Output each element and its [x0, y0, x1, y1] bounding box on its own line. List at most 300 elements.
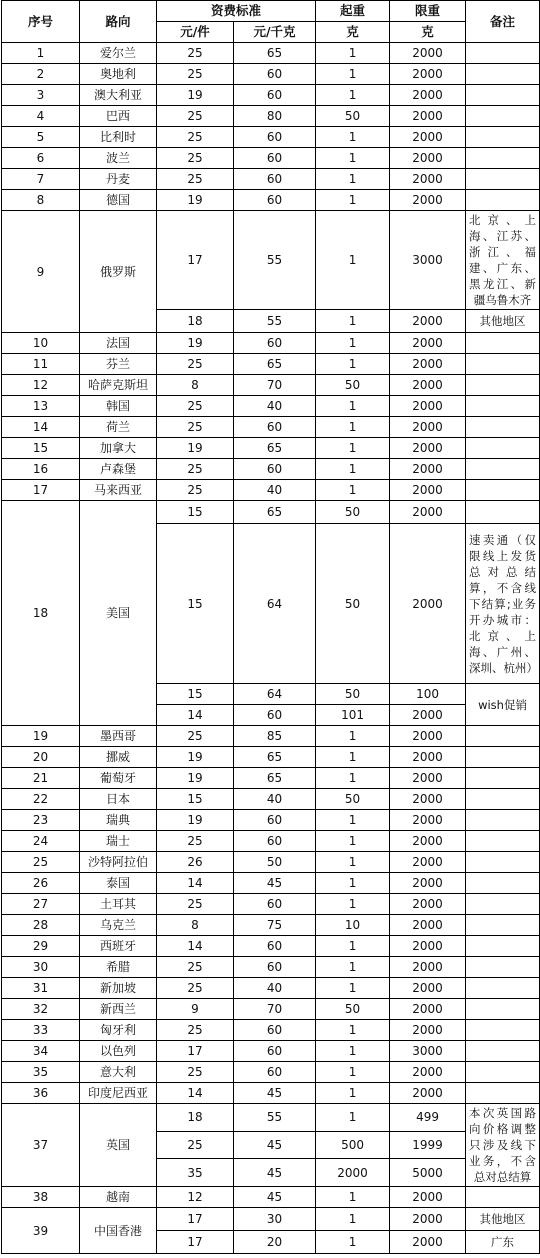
cell-remark: 本次英国路向价格调整只涉及线下业务，不含总对总结算: [466, 1104, 540, 1187]
cell-remark: [466, 894, 540, 915]
cell-min-weight: 1: [316, 1187, 390, 1208]
cell-remark: [466, 978, 540, 999]
cell-remark: [466, 768, 540, 789]
cell-remark: [466, 501, 540, 524]
cell-min-weight: 1: [316, 1231, 390, 1254]
cell-fee-per-item: 19: [157, 190, 234, 211]
table-row: [2, 1208, 540, 1231]
table-row: [2, 438, 540, 459]
cell-min-weight: 50: [316, 789, 390, 810]
cell-remark: [466, 127, 540, 148]
cell-route: 波兰: [80, 148, 157, 169]
cell-route: 沙特阿拉伯: [80, 852, 157, 873]
cell-no: 6: [2, 148, 80, 169]
cell-min-weight: 1: [316, 957, 390, 978]
table-row: [2, 127, 540, 148]
cell-max-weight: 2000: [390, 354, 466, 375]
cell-remark: [466, 999, 540, 1020]
cell-remark: [466, 726, 540, 747]
cell-max-weight: 2000: [390, 310, 466, 333]
cell-no: 29: [2, 936, 80, 957]
cell-min-weight: 1: [316, 1062, 390, 1083]
cell-max-weight: 2000: [390, 501, 466, 524]
table-row: [2, 894, 540, 915]
cell-fee-per-item: 25: [157, 459, 234, 480]
cell-max-weight: 2000: [390, 768, 466, 789]
cell-fee-per-item: 35: [157, 1159, 234, 1187]
cell-min-weight: 1: [316, 978, 390, 999]
cell-fee-per-item: 25: [157, 417, 234, 438]
cell-no: 35: [2, 1062, 80, 1083]
cell-fee-per-kg: 60: [234, 810, 316, 831]
cell-remark: [466, 789, 540, 810]
cell-remark: [466, 1020, 540, 1041]
cell-remark: [466, 936, 540, 957]
cell-fee-per-item: 19: [157, 810, 234, 831]
cell-route: 澳大利亚: [80, 85, 157, 106]
cell-no: 24: [2, 831, 80, 852]
cell-no: 26: [2, 873, 80, 894]
cell-min-weight: 1: [316, 64, 390, 85]
cell-min-weight: 50: [316, 524, 390, 684]
cell-no: 14: [2, 417, 80, 438]
rate-table: [1, 0, 540, 1254]
cell-fee-per-item: 25: [157, 1062, 234, 1083]
cell-remark: 北京、上海、江苏、浙江、福建、广东、黑龙江、新疆乌鲁木齐: [466, 211, 540, 310]
cell-route: 希腊: [80, 957, 157, 978]
cell-min-weight: 1: [316, 354, 390, 375]
cell-route: 瑞典: [80, 810, 157, 831]
header-route: 路向: [80, 1, 157, 43]
cell-max-weight: 2000: [390, 459, 466, 480]
cell-fee-per-kg: 70: [234, 999, 316, 1020]
cell-fee-per-item: 25: [157, 978, 234, 999]
cell-fee-per-item: 19: [157, 333, 234, 354]
cell-route: 爱尔兰: [80, 43, 157, 64]
cell-fee-per-kg: 55: [234, 310, 316, 333]
cell-fee-per-kg: 60: [234, 190, 316, 211]
table-row: [2, 1020, 540, 1041]
table-row: [2, 43, 540, 64]
cell-remark: [466, 1062, 540, 1083]
cell-remark: [466, 831, 540, 852]
cell-no: 5: [2, 127, 80, 148]
cell-route: 荷兰: [80, 417, 157, 438]
cell-fee-per-kg: 40: [234, 789, 316, 810]
cell-fee-per-item: 25: [157, 127, 234, 148]
cell-fee-per-item: 14: [157, 936, 234, 957]
cell-fee-per-item: 25: [157, 43, 234, 64]
cell-fee-per-kg: 60: [234, 957, 316, 978]
cell-max-weight: 2000: [390, 64, 466, 85]
cell-max-weight: 2000: [390, 106, 466, 127]
cell-min-weight: 1: [316, 396, 390, 417]
header-min-weight-unit: 克: [316, 22, 390, 43]
cell-fee-per-kg: 65: [234, 438, 316, 459]
cell-fee-per-item: 25: [157, 480, 234, 501]
cell-no: 39: [2, 1208, 80, 1254]
cell-fee-per-kg: 60: [234, 831, 316, 852]
cell-remark: [466, 1187, 540, 1208]
cell-max-weight: 3000: [390, 1041, 466, 1062]
cell-route: 俄罗斯: [80, 211, 157, 333]
cell-max-weight: 2000: [390, 978, 466, 999]
cell-remark: [466, 354, 540, 375]
cell-fee-per-item: 25: [157, 106, 234, 127]
table-row: [2, 459, 540, 480]
cell-remark: wish促销: [466, 684, 540, 726]
cell-fee-per-item: 26: [157, 852, 234, 873]
cell-min-weight: 1: [316, 43, 390, 64]
cell-min-weight: 1: [316, 85, 390, 106]
table-row: [2, 873, 540, 894]
cell-min-weight: 1: [316, 768, 390, 789]
cell-max-weight: 2000: [390, 524, 466, 684]
cell-min-weight: 1: [316, 852, 390, 873]
cell-no: 13: [2, 396, 80, 417]
cell-fee-per-item: 14: [157, 705, 234, 726]
cell-fee-per-item: 25: [157, 64, 234, 85]
cell-fee-per-item: 25: [157, 1020, 234, 1041]
cell-fee-per-kg: 40: [234, 480, 316, 501]
cell-fee-per-item: 25: [157, 1131, 234, 1159]
cell-min-weight: 1: [316, 127, 390, 148]
cell-no: 27: [2, 894, 80, 915]
cell-fee-per-kg: 45: [234, 1131, 316, 1159]
cell-fee-per-item: 9: [157, 999, 234, 1020]
cell-min-weight: 2000: [316, 1159, 390, 1187]
cell-max-weight: 2000: [390, 1187, 466, 1208]
cell-fee-per-kg: 60: [234, 894, 316, 915]
cell-fee-per-kg: 85: [234, 726, 316, 747]
cell-no: 10: [2, 333, 80, 354]
table-row: [2, 957, 540, 978]
cell-min-weight: 1: [316, 1208, 390, 1231]
cell-route: 法国: [80, 333, 157, 354]
cell-no: 31: [2, 978, 80, 999]
header-min-weight: 起重: [316, 1, 390, 22]
cell-no: 25: [2, 852, 80, 873]
cell-max-weight: 2000: [390, 1231, 466, 1254]
cell-fee-per-kg: 45: [234, 1159, 316, 1187]
cell-remark: [466, 148, 540, 169]
table-row: [2, 106, 540, 127]
cell-remark: 速卖通（仅限线上发货总对总结算，不含线下结算;业务开办城市：北京、上海、广州、深圳、杭州）: [466, 524, 540, 684]
cell-max-weight: 2000: [390, 705, 466, 726]
cell-fee-per-item: 25: [157, 726, 234, 747]
header-fee: 资费标准: [157, 1, 316, 22]
cell-route: 泰国: [80, 873, 157, 894]
cell-no: 15: [2, 438, 80, 459]
cell-remark: [466, 873, 540, 894]
table-row: [2, 354, 540, 375]
cell-remark: [466, 190, 540, 211]
cell-min-weight: 500: [316, 1131, 390, 1159]
cell-fee-per-kg: 40: [234, 978, 316, 999]
table-row: [2, 501, 540, 524]
cell-route: 葡萄牙: [80, 768, 157, 789]
cell-no: 16: [2, 459, 80, 480]
cell-remark: [466, 417, 540, 438]
cell-remark: [466, 106, 540, 127]
cell-min-weight: 1: [316, 726, 390, 747]
cell-remark: [466, 1083, 540, 1104]
header-max-weight-unit: 克: [390, 22, 466, 43]
cell-fee-per-kg: 60: [234, 1041, 316, 1062]
cell-route: 以色列: [80, 1041, 157, 1062]
cell-route: 新西兰: [80, 999, 157, 1020]
cell-max-weight: 2000: [390, 810, 466, 831]
table-row: [2, 1083, 540, 1104]
table-row: [2, 915, 540, 936]
cell-no: 17: [2, 480, 80, 501]
header-fee-per-kg: 元/千克: [234, 22, 316, 43]
cell-fee-per-item: 17: [157, 1231, 234, 1254]
cell-no: 21: [2, 768, 80, 789]
table-row: [2, 726, 540, 747]
cell-fee-per-kg: 50: [234, 852, 316, 873]
cell-no: 32: [2, 999, 80, 1020]
table-row: [2, 169, 540, 190]
cell-no: 18: [2, 501, 80, 726]
cell-max-weight: 2000: [390, 169, 466, 190]
cell-route: 中国香港: [80, 1208, 157, 1254]
cell-max-weight: 5000: [390, 1159, 466, 1187]
cell-fee-per-kg: 55: [234, 1104, 316, 1132]
cell-min-weight: 50: [316, 106, 390, 127]
cell-remark: [466, 915, 540, 936]
cell-max-weight: 2000: [390, 190, 466, 211]
cell-no: 30: [2, 957, 80, 978]
cell-route: 芬兰: [80, 354, 157, 375]
cell-max-weight: 2000: [390, 936, 466, 957]
cell-max-weight: 2000: [390, 1062, 466, 1083]
cell-fee-per-item: 17: [157, 1041, 234, 1062]
cell-no: 3: [2, 85, 80, 106]
cell-route: 韩国: [80, 396, 157, 417]
cell-fee-per-item: 19: [157, 85, 234, 106]
cell-min-weight: 1: [316, 459, 390, 480]
cell-fee-per-item: 19: [157, 438, 234, 459]
cell-fee-per-kg: 75: [234, 915, 316, 936]
table-row: [2, 375, 540, 396]
cell-remark: [466, 957, 540, 978]
cell-min-weight: 10: [316, 915, 390, 936]
cell-route: 加拿大: [80, 438, 157, 459]
cell-no: 23: [2, 810, 80, 831]
cell-max-weight: 2000: [390, 417, 466, 438]
cell-min-weight: 1: [316, 190, 390, 211]
cell-min-weight: 50: [316, 375, 390, 396]
cell-max-weight: 2000: [390, 1208, 466, 1231]
cell-max-weight: 1999: [390, 1131, 466, 1159]
cell-min-weight: 50: [316, 501, 390, 524]
cell-no: 19: [2, 726, 80, 747]
cell-max-weight: 2000: [390, 127, 466, 148]
table-row: [2, 978, 540, 999]
cell-fee-per-item: 25: [157, 831, 234, 852]
cell-max-weight: 2000: [390, 396, 466, 417]
cell-fee-per-kg: 45: [234, 873, 316, 894]
cell-max-weight: 2000: [390, 438, 466, 459]
cell-min-weight: 1: [316, 211, 390, 310]
cell-route: 日本: [80, 789, 157, 810]
cell-fee-per-kg: 30: [234, 1208, 316, 1231]
cell-fee-per-kg: 45: [234, 1187, 316, 1208]
cell-min-weight: 1: [316, 438, 390, 459]
cell-no: 7: [2, 169, 80, 190]
cell-fee-per-kg: 70: [234, 375, 316, 396]
cell-route: 挪威: [80, 747, 157, 768]
table-row: [2, 190, 540, 211]
cell-fee-per-item: 25: [157, 957, 234, 978]
cell-max-weight: 2000: [390, 726, 466, 747]
cell-remark: [466, 64, 540, 85]
cell-min-weight: 101: [316, 705, 390, 726]
table-row: [2, 396, 540, 417]
cell-no: 4: [2, 106, 80, 127]
cell-fee-per-kg: 20: [234, 1231, 316, 1254]
cell-fee-per-kg: 45: [234, 1083, 316, 1104]
cell-min-weight: 1: [316, 1083, 390, 1104]
cell-fee-per-kg: 40: [234, 396, 316, 417]
cell-fee-per-kg: 60: [234, 417, 316, 438]
cell-max-weight: 2000: [390, 894, 466, 915]
cell-no: 33: [2, 1020, 80, 1041]
cell-max-weight: 2000: [390, 480, 466, 501]
cell-fee-per-kg: 65: [234, 747, 316, 768]
cell-fee-per-kg: 60: [234, 127, 316, 148]
cell-remark: 其他地区: [466, 1208, 540, 1231]
cell-fee-per-item: 19: [157, 768, 234, 789]
cell-route: 马来西亚: [80, 480, 157, 501]
cell-max-weight: 2000: [390, 375, 466, 396]
cell-route: 德国: [80, 190, 157, 211]
cell-max-weight: 100: [390, 684, 466, 705]
table-row: [2, 810, 540, 831]
cell-no: 20: [2, 747, 80, 768]
cell-no: 11: [2, 354, 80, 375]
cell-fee-per-kg: 60: [234, 64, 316, 85]
cell-route: 美国: [80, 501, 157, 726]
cell-min-weight: 50: [316, 684, 390, 705]
table-row: [2, 333, 540, 354]
table-row: [2, 1062, 540, 1083]
table-row: [2, 831, 540, 852]
cell-max-weight: 2000: [390, 747, 466, 768]
cell-route: 新加坡: [80, 978, 157, 999]
cell-max-weight: 2000: [390, 1083, 466, 1104]
cell-fee-per-kg: 60: [234, 936, 316, 957]
cell-route: 英国: [80, 1104, 157, 1187]
cell-route: 比利时: [80, 127, 157, 148]
cell-no: 28: [2, 915, 80, 936]
cell-fee-per-item: 19: [157, 747, 234, 768]
header-max-weight: 限重: [390, 1, 466, 22]
cell-fee-per-item: 17: [157, 211, 234, 310]
cell-min-weight: 1: [316, 417, 390, 438]
cell-route: 巴西: [80, 106, 157, 127]
cell-route: 乌克兰: [80, 915, 157, 936]
cell-remark: [466, 85, 540, 106]
cell-no: 1: [2, 43, 80, 64]
cell-max-weight: 3000: [390, 211, 466, 310]
cell-remark: [466, 810, 540, 831]
cell-fee-per-kg: 60: [234, 1020, 316, 1041]
cell-min-weight: 1: [316, 1104, 390, 1132]
cell-max-weight: 2000: [390, 999, 466, 1020]
cell-min-weight: 1: [316, 873, 390, 894]
cell-fee-per-kg: 80: [234, 106, 316, 127]
cell-max-weight: 2000: [390, 333, 466, 354]
cell-fee-per-item: 15: [157, 684, 234, 705]
table-row: [2, 1104, 540, 1132]
cell-fee-per-item: 12: [157, 1187, 234, 1208]
cell-route: 意大利: [80, 1062, 157, 1083]
cell-min-weight: 1: [316, 831, 390, 852]
cell-min-weight: 50: [316, 999, 390, 1020]
table-row: [2, 1187, 540, 1208]
cell-fee-per-item: 15: [157, 501, 234, 524]
table-row: [2, 999, 540, 1020]
cell-max-weight: 2000: [390, 43, 466, 64]
cell-remark: [466, 43, 540, 64]
cell-min-weight: 1: [316, 310, 390, 333]
cell-min-weight: 1: [316, 936, 390, 957]
cell-max-weight: 2000: [390, 915, 466, 936]
cell-route: 墨西哥: [80, 726, 157, 747]
cell-fee-per-kg: 60: [234, 169, 316, 190]
cell-remark: [466, 459, 540, 480]
header-remark: 备注: [466, 1, 540, 43]
table-row: [2, 768, 540, 789]
cell-max-weight: 2000: [390, 85, 466, 106]
cell-fee-per-kg: 60: [234, 148, 316, 169]
cell-fee-per-kg: 64: [234, 684, 316, 705]
cell-fee-per-kg: 60: [234, 705, 316, 726]
cell-route: 瑞士: [80, 831, 157, 852]
cell-min-weight: 1: [316, 894, 390, 915]
header-no: 序号: [2, 1, 80, 43]
cell-route: 卢森堡: [80, 459, 157, 480]
table-body: [2, 43, 540, 1254]
cell-route: 哈萨克斯坦: [80, 375, 157, 396]
table-row: [2, 747, 540, 768]
cell-fee-per-kg: 65: [234, 501, 316, 524]
cell-fee-per-item: 14: [157, 1083, 234, 1104]
cell-max-weight: 2000: [390, 873, 466, 894]
cell-max-weight: 2000: [390, 852, 466, 873]
cell-fee-per-kg: 60: [234, 1062, 316, 1083]
cell-remark: [466, 1041, 540, 1062]
cell-no: 34: [2, 1041, 80, 1062]
cell-min-weight: 1: [316, 810, 390, 831]
cell-fee-per-kg: 60: [234, 85, 316, 106]
cell-max-weight: 2000: [390, 831, 466, 852]
cell-max-weight: 2000: [390, 789, 466, 810]
cell-min-weight: 1: [316, 333, 390, 354]
table-row: [2, 64, 540, 85]
cell-fee-per-item: 25: [157, 396, 234, 417]
table-row: [2, 417, 540, 438]
table-row: [2, 1041, 540, 1062]
cell-max-weight: 2000: [390, 148, 466, 169]
cell-no: 36: [2, 1083, 80, 1104]
table-row: [2, 936, 540, 957]
cell-fee-per-item: 18: [157, 1104, 234, 1132]
header-fee-per-item: 元/件: [157, 22, 234, 43]
cell-fee-per-item: 18: [157, 310, 234, 333]
